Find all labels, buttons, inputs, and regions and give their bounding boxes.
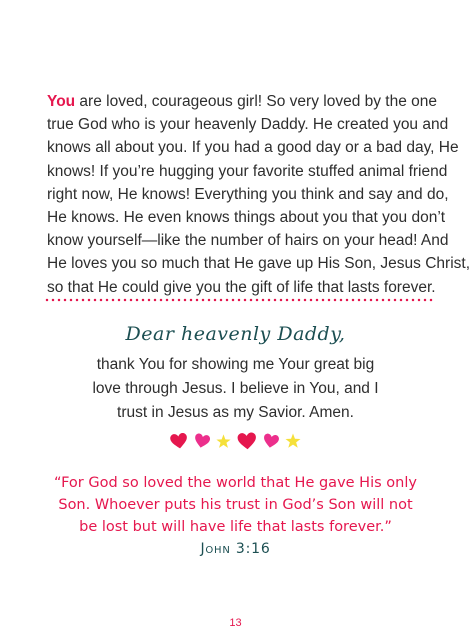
lead-word: You (47, 93, 76, 110)
dotted-divider (44, 298, 434, 302)
body-line: He loves you so much that He gave up His Son, Jesus Christ, (47, 255, 471, 273)
verse-line: be lost but will have life that lasts forever.” (79, 519, 392, 535)
body-line: so that He could give you the gift of life that lasts forever. (47, 278, 436, 296)
prayer-text (0, 353, 471, 425)
verse-line: Son. Whoever puts his trust in God’s Son will not (58, 497, 413, 513)
prayer-line: love through Jesus. I believe in You, and I (92, 380, 379, 397)
body-line: know yourself—like the number of hairs on your head! And (47, 232, 449, 250)
heart-icon (261, 431, 282, 452)
heart-icon (191, 430, 212, 451)
prayer-line: trust in Jesus as my Savior. Amen. (117, 404, 354, 421)
body-line (47, 90, 438, 113)
prayer-line: thank You for showing me Your great big (96, 356, 375, 373)
star-icon (215, 433, 232, 450)
scripture-verse (0, 472, 471, 538)
body-line: He knows. He even knows things about you that you don’t (47, 209, 446, 227)
body-line: right now, He knows! Everything you think and say and do, (47, 185, 449, 203)
decoration-row (0, 430, 471, 452)
verse-line: “For God so loved the world that He gave His only (54, 475, 417, 491)
page-number: 13 (229, 617, 242, 629)
verse-reference: John 3:16 (200, 541, 271, 557)
body-line: knows! If you’re hugging your favorite stuffed animal friend (47, 162, 448, 180)
prayer-title: Dear heavenly Daddy, (125, 323, 346, 345)
star-icon (284, 432, 302, 450)
body-line: knows all about you. If you had a good day or a bad day, He (47, 139, 459, 157)
body-line: true God who is your heavenly Daddy. He created you and (47, 116, 449, 134)
heart-icon (235, 429, 258, 452)
heart-icon (168, 430, 191, 453)
body-line-text: are loved, courageous girl! So very loved by the one (75, 93, 438, 110)
devotional-text (47, 90, 471, 299)
